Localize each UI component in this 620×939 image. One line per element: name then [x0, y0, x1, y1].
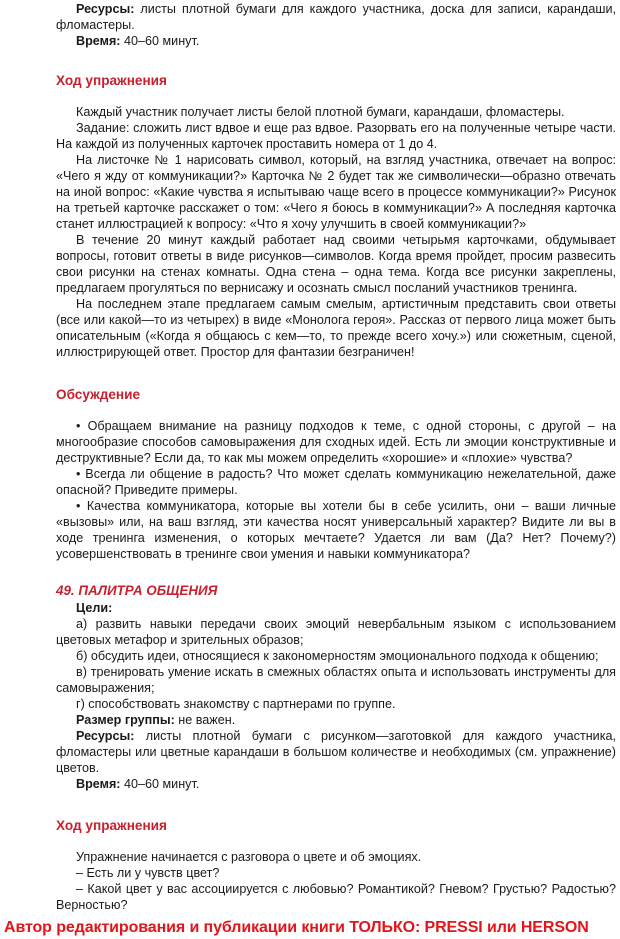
paragraph: Упражнение начинается с разговора о цвете и об эмоциях.	[76, 850, 422, 864]
discussion-bullet: • Обращаем внимание на разницу подходов к теме, с одной стороны, с другой – на многообразие способов самовыражения для сходных идей. Есть ли эмоции конструктивные и деструктивные? Если да, то как мы можем определить «хорошие» и «плохие» чувства?	[56, 419, 616, 465]
section-heading-procedure-2: Ход упражнения	[56, 818, 167, 833]
resources-block	[56, 1, 616, 49]
discussion-bullet: • Всегда ли общение в радость? Что может сделать коммуникацию нежелательной, даже опасной? Приведите примеры.	[56, 467, 616, 497]
paragraph: – Есть ли у чувств цвет?	[76, 866, 220, 880]
time-label: Время:	[76, 34, 121, 48]
paragraph: В течение 20 минут каждый работает над своими четырьмя карточками, обдумывает вопросы, готовит ответы в виде рисунков—символов. Когда время пройдет, просим развесить свои рисунки на стенах комнаты. Одна стена – одна тема. Когда все рисунки закреплены, предлагаем прогуляться по вернисажу и осознать смысл посланий участников тренинга.	[56, 233, 616, 295]
procedure-body-2	[56, 849, 616, 913]
goals-label: Цели:	[76, 601, 113, 615]
goal-item: в) тренировать умение искать в смежных областях опыта и использовать инструменты для самовыражения;	[56, 665, 616, 695]
resources-text: листы плотной бумаги для каждого участника, доска для записи, карандаши, фломастеры.	[56, 2, 616, 32]
section-heading-discussion: Обсуждение	[56, 387, 141, 402]
paragraph: Задание: сложить лист вдвое и еще раз вдвое. Разорвать его на полученные четыре части. На каждой из полученных карточек проставить номера от 1 до 4.	[56, 121, 616, 151]
discussion-bullet: • Качества коммуникатора, которые вы хотели бы в себе усилить, они – ваши личные «вызовы» или, на ваш взгляд, эти качества носят универсальный характер? Видите ли вы в ходе тренинга изменения, о которых мечтаете? Удается ли вам (Да? Нет? Почему?) усовершенствовать в тренинге свои умения и навыки коммуникатора?	[56, 499, 616, 561]
resources-paragraph	[56, 1, 616, 33]
exercise-meta	[56, 600, 616, 792]
resources-label: Ресурсы:	[76, 2, 135, 16]
goals-label-paragraph	[56, 600, 616, 616]
time-text: 40–60 минут.	[120, 34, 200, 48]
group-size-text: не важен.	[174, 713, 236, 727]
resources-text: листы плотной бумаги с рисунком—заготовкой для каждого участника, фломастеры или цветные карандаши в большом количестве и необходимых (см. упражнение) цветов.	[56, 729, 616, 775]
resources-label: Ресурсы:	[76, 729, 135, 743]
exercise-title: 49. ПАЛИТРА ОБЩЕНИЯ	[56, 583, 218, 598]
group-size-paragraph	[56, 712, 616, 728]
goal-item: б) обсудить идеи, относящиеся к закономерностям эмоционального подхода к общению;	[76, 649, 599, 663]
goal-item: а) развить навыки передачи своих эмоций невербальным языком с использованием цветовых метафор и зрительных образов;	[56, 617, 616, 647]
resources-paragraph	[56, 728, 616, 776]
time-label: Время:	[76, 777, 121, 791]
document-page	[56, 0, 616, 913]
section-heading-procedure: Ход упражнения	[56, 73, 167, 88]
paragraph: На листочке № 1 нарисовать символ, который, на взгляд участника, отвечает на вопрос: «Чего я жду от коммуникации?» Карточка № 2 будет так же символически—образно отвечать на иной вопрос: «Какие чувства я испытываю чаще всего в процессе коммуникации?» Рисунок на третьей карточке расскажет о том: «Чего я боюсь в коммуникации?» А последняя карточка станет иллюстрацией к вопросу: «Что я хочу улучшить в своей коммуникации?»	[56, 153, 616, 231]
paragraph: – Какой цвет у вас ассоциируется с любовью? Романтикой? Гневом? Грустью? Радостью? Верностью?	[56, 882, 616, 912]
publisher-footer: Автор редактирования и публикации книги ТОЛЬКО: PRESSI или HERSON	[4, 919, 589, 936]
time-text: 40–60 минут.	[120, 777, 200, 791]
goal-item: г) способствовать знакомству с партнерами по группе.	[76, 697, 396, 711]
paragraph: На последнем этапе предлагаем самым смелым, артистичным представить свои ответы (все или какой—то из четырех) в виде «Монолога героя». Рассказ от первого лица может быть описательным («Когда я общаюсь с кем—то, то прежде всего хочу.») или сюжетным, сценой, иллюстрирующей ответ. Простор для фантазии безграничен!	[56, 297, 616, 359]
procedure-body	[56, 104, 616, 360]
group-size-label: Размер группы:	[76, 713, 175, 727]
time-paragraph	[56, 776, 616, 792]
paragraph: Каждый участник получает листы белой плотной бумаги, карандаши, фломастеры.	[76, 105, 565, 119]
discussion-body	[56, 418, 616, 562]
time-paragraph	[56, 33, 616, 49]
